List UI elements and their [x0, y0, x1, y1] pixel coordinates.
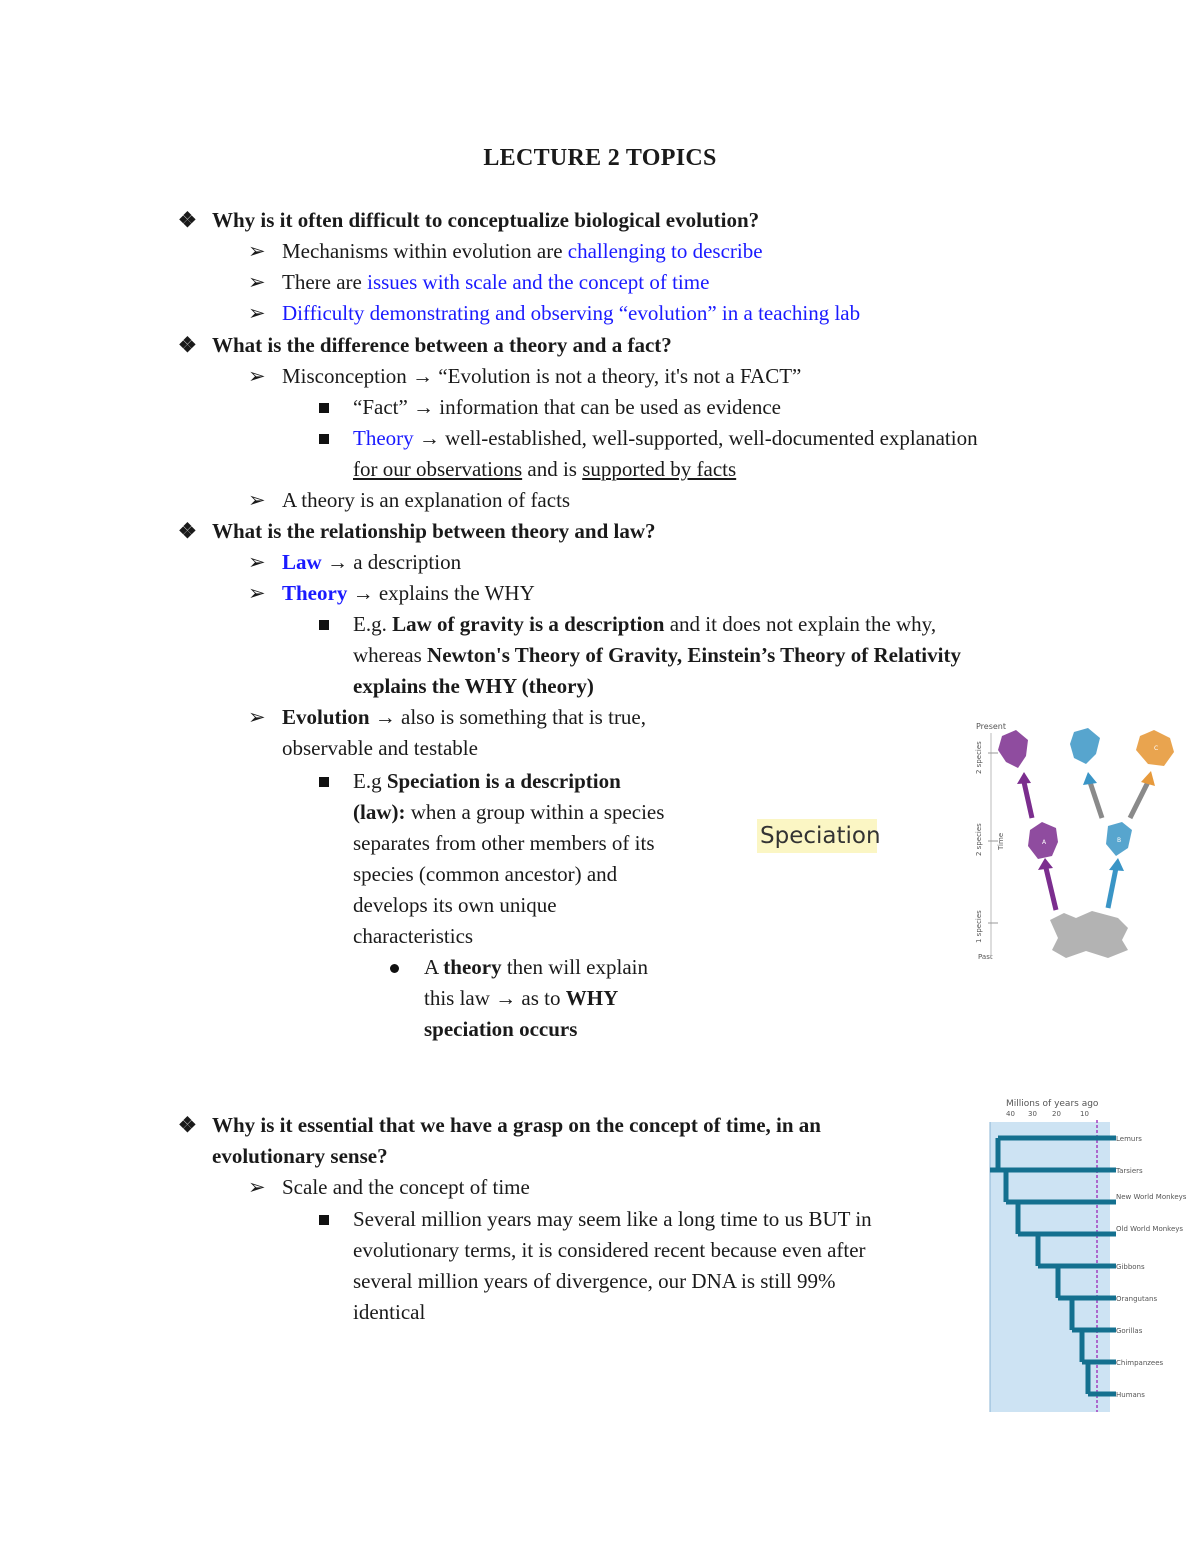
arrowhead-icon: [1017, 772, 1031, 784]
square-bullet-icon: [319, 620, 329, 630]
arrow-bullet-icon: ➢: [248, 705, 266, 729]
list-item-continuation: evolutionary terms, it is considered recent because even after: [353, 1238, 866, 1262]
list-item: Evolution → also is something that is true,: [282, 705, 647, 729]
square-bullet-icon: [319, 434, 329, 444]
node-label: C: [1154, 745, 1159, 752]
axis-tick-label: 30: [1028, 1110, 1037, 1118]
taxon-label: Chimpanzees: [1116, 1359, 1164, 1367]
axis-title: Millions of years ago: [1006, 1099, 1099, 1109]
question-heading: What is the relationship between theory and law?: [212, 519, 656, 543]
list-item: Scale and the concept of time: [282, 1175, 530, 1199]
arrow-bullet-icon: ➢: [248, 550, 266, 574]
arrow-up-icon: [1024, 782, 1032, 818]
arrow-bullet-icon: ➢: [248, 301, 266, 325]
square-bullet-icon: [319, 1215, 329, 1225]
list-item-continuation: observable and testable: [282, 736, 478, 760]
list-item-continuation: species (common ancestor) and: [353, 862, 618, 886]
arrowhead-icon: [1141, 771, 1155, 786]
list-item: “Fact” → information that can be used as evidence: [353, 395, 781, 419]
list-item: Law → a description: [282, 550, 462, 574]
list-item-continuation: explains the WHY (theory): [353, 674, 594, 698]
diamond-bullet-icon: ❖: [178, 1113, 197, 1137]
speciation-highlight-label: Speciation: [757, 819, 877, 853]
list-item-continuation: characteristics: [353, 924, 474, 948]
species-b-shape: [1070, 728, 1100, 764]
arrow-bullet-icon: ➢: [248, 581, 266, 605]
list-item-continuation: separates from other members of its: [353, 831, 655, 855]
taxon-label: Humans: [1116, 1391, 1145, 1399]
list-item: Theory → explains the WHY: [282, 581, 535, 605]
species-count-label: 2 species: [975, 823, 983, 856]
diamond-bullet-icon: ❖: [178, 208, 197, 232]
arrow-bullet-icon: ➢: [248, 239, 266, 263]
list-item-continuation: identical: [353, 1300, 426, 1324]
list-item: There are issues with scale and the concept of time: [282, 270, 710, 294]
present-label: Present: [976, 722, 1007, 731]
arrow-up-icon: [1108, 868, 1116, 908]
node-label: B: [1117, 837, 1122, 844]
axis-tick-label: 40: [1006, 1110, 1015, 1118]
square-bullet-icon: [319, 777, 329, 787]
species-a-shape: [998, 730, 1028, 768]
list-item: E.g Speciation is a description: [353, 769, 621, 793]
arrow-bullet-icon: ➢: [248, 364, 266, 388]
axis-tick-label: 20: [1052, 1110, 1061, 1118]
question-heading: What is the difference between a theory and a fact?: [212, 333, 672, 357]
list-item-continuation: several million years of divergence, our DNA is still 99%: [353, 1269, 836, 1293]
arrowhead-icon: [1083, 772, 1097, 785]
taxon-label: Old World Monkeys: [1116, 1225, 1184, 1233]
taxon-label: Gibbons: [1116, 1263, 1145, 1271]
arrow-up-icon: [1046, 868, 1056, 910]
past-label: Past: [978, 953, 993, 961]
list-item: Theory → well-established, well-supported, well-documented explanation: [353, 426, 978, 450]
question-heading: Why is it often difficult to conceptualize biological evolution?: [212, 208, 760, 232]
arrowhead-icon: [1109, 858, 1124, 871]
arrow-bullet-icon: ➢: [248, 270, 266, 294]
list-item-continuation: this law → as to WHY: [424, 986, 619, 1010]
list-item-continuation: speciation occurs: [424, 1017, 578, 1041]
list-item-continuation: whereas Newton's Theory of Gravity, Einstein’s Theory of Relativity: [353, 643, 961, 667]
list-item-continuation: develops its own unique: [353, 893, 557, 917]
axis-tick-label: 10: [1080, 1110, 1089, 1118]
taxon-label: Lemurs: [1116, 1135, 1142, 1143]
arrow-bullet-icon: ➢: [248, 1175, 266, 1199]
list-item: Misconception → “Evolution is not a theory, it's not a FACT”: [282, 364, 802, 388]
list-item: Several million years may seem like a long time to us BUT in: [353, 1207, 872, 1231]
node-label: A: [1042, 839, 1047, 846]
primate-tree-figure: [988, 1092, 1188, 1412]
question-heading-continuation: evolutionary sense?: [212, 1144, 388, 1168]
square-bullet-icon: [319, 403, 329, 413]
list-item: E.g. Law of gravity is a description and it does not explain the why,: [353, 612, 937, 636]
arrow-up-icon: [1090, 782, 1102, 818]
taxon-label: New World Monkeys: [1116, 1193, 1187, 1201]
diamond-bullet-icon: ❖: [178, 333, 197, 357]
page-title: LECTURE 2 TOPICS: [483, 145, 717, 171]
list-item: Difficulty demonstrating and observing “evolution” in a teaching lab: [282, 301, 861, 325]
list-item-continuation: for our observations and is supported by facts: [353, 457, 737, 481]
time-axis-label: Time: [997, 832, 1005, 850]
species-count-label: 2 species: [975, 741, 983, 774]
species-count-label: 1 species: [975, 910, 983, 943]
taxon-label: Gorillas: [1116, 1327, 1143, 1335]
ancestor-population-shape: [1050, 911, 1128, 958]
taxon-label: Tarsiers: [1116, 1167, 1143, 1175]
question-heading: Why is it essential that we have a grasp on the concept of time, in an: [212, 1113, 821, 1137]
list-item: A theory then will explain: [424, 955, 648, 979]
speciation-figure: [968, 718, 1180, 963]
arrow-bullet-icon: ➢: [248, 488, 266, 512]
list-item: Mechanisms within evolution are challenging to describe: [282, 239, 763, 263]
arrowhead-icon: [1038, 858, 1053, 870]
arrow-up-icon: [1130, 782, 1148, 818]
diamond-bullet-icon: ❖: [178, 519, 197, 543]
taxon-label: Orangutans: [1116, 1295, 1158, 1303]
round-bullet-icon: [390, 964, 399, 973]
list-item-continuation: (law): when a group within a species: [353, 800, 665, 824]
list-item: A theory is an explanation of facts: [282, 488, 571, 512]
